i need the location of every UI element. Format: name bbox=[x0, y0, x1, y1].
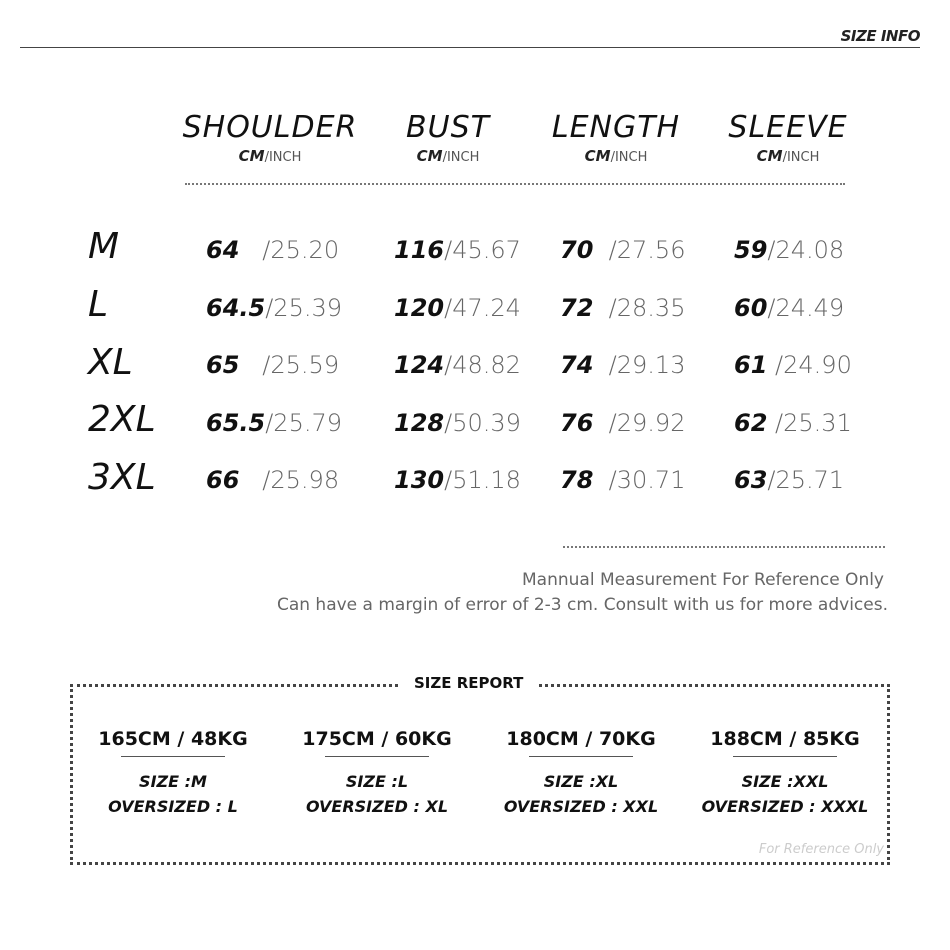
shoulder-value: 65 /25.59 bbox=[206, 351, 340, 379]
body-measurement: 175CM / 60KG bbox=[302, 728, 452, 750]
length-value: 78 /30.71 bbox=[560, 466, 686, 494]
size-label-xl: XL bbox=[88, 342, 133, 383]
oversized-recommendation: OVERSIZED : XXL bbox=[503, 797, 659, 816]
size-label-m: M bbox=[88, 226, 120, 267]
column-unit: CM/INCH bbox=[756, 147, 820, 165]
sleeve-value: 61 /24.90 bbox=[734, 351, 852, 379]
bust-value: 124/48.82 bbox=[394, 351, 521, 379]
header-divider bbox=[20, 47, 920, 48]
note-dotted-divider bbox=[563, 546, 885, 548]
report-entry bbox=[277, 728, 477, 819]
sleeve-value: 62 /25.31 bbox=[734, 409, 852, 437]
column-header-sleeve bbox=[698, 110, 878, 165]
shoulder-value: 65.5/25.79 bbox=[206, 409, 343, 437]
shoulder-value: 64.5/25.39 bbox=[206, 294, 343, 322]
sleeve-value: 59/24.08 bbox=[734, 236, 845, 264]
measurement-note: Mannual Measurement For Reference Only bbox=[522, 570, 884, 590]
column-header-shoulder bbox=[180, 110, 360, 165]
length-value: 76 /29.92 bbox=[560, 409, 686, 437]
size-label-3xl: 3XL bbox=[88, 457, 156, 498]
body-measurement: 165CM / 48KG bbox=[98, 728, 248, 750]
size-recommendation: SIZE :M bbox=[139, 772, 207, 791]
header-dotted-divider bbox=[185, 183, 845, 185]
length-value: 74 /29.13 bbox=[560, 351, 686, 379]
size-label-2xl: 2XL bbox=[88, 399, 156, 440]
shoulder-value: 64 /25.20 bbox=[206, 236, 340, 264]
size-label-l: L bbox=[88, 284, 109, 325]
size-recommendation: SIZE :XXL bbox=[741, 772, 829, 791]
report-entry bbox=[73, 728, 273, 819]
column-name: SLEEVE bbox=[728, 110, 848, 145]
shoulder-value: 66 /25.98 bbox=[206, 466, 340, 494]
size-report-title: SIZE REPORT bbox=[400, 674, 537, 692]
column-name: SHOULDER bbox=[182, 110, 358, 145]
column-unit: CM/INCH bbox=[238, 147, 302, 165]
body-measurement: 180CM / 70KG bbox=[506, 728, 656, 750]
bust-value: 130/51.18 bbox=[394, 466, 521, 494]
reference-note: For Reference Only bbox=[758, 842, 884, 857]
entry-underline bbox=[733, 756, 837, 757]
column-name: BUST bbox=[406, 110, 490, 145]
margin-note: Can have a margin of error of 2-3 cm. Consult with us for more advices. bbox=[276, 595, 888, 615]
size-recommendation: SIZE :L bbox=[345, 772, 409, 791]
oversized-recommendation: OVERSIZED : XXXL bbox=[701, 797, 869, 816]
bust-value: 120/47.24 bbox=[394, 294, 521, 322]
report-entry bbox=[685, 728, 885, 819]
column-unit: CM/INCH bbox=[416, 147, 480, 165]
entry-underline bbox=[325, 756, 429, 757]
length-value: 70 /27.56 bbox=[560, 236, 686, 264]
sleeve-value: 63/25.71 bbox=[734, 466, 845, 494]
length-value: 72 /28.35 bbox=[560, 294, 686, 322]
entry-underline bbox=[121, 756, 225, 757]
body-measurement: 188CM / 85KG bbox=[710, 728, 860, 750]
bust-value: 116/45.67 bbox=[394, 236, 521, 264]
size-info-title: SIZE INFO bbox=[840, 27, 920, 45]
column-unit: CM/INCH bbox=[584, 147, 648, 165]
sleeve-value: 60/24.49 bbox=[734, 294, 845, 322]
column-header-length bbox=[526, 110, 706, 165]
column-name: LENGTH bbox=[551, 110, 681, 145]
oversized-recommendation: OVERSIZED : L bbox=[108, 797, 238, 816]
entry-underline bbox=[529, 756, 633, 757]
column-header-bust bbox=[358, 110, 538, 165]
size-recommendation: SIZE :XL bbox=[543, 772, 619, 791]
report-entry bbox=[481, 728, 681, 819]
bust-value: 128/50.39 bbox=[394, 409, 521, 437]
oversized-recommendation: OVERSIZED : XL bbox=[305, 797, 449, 816]
